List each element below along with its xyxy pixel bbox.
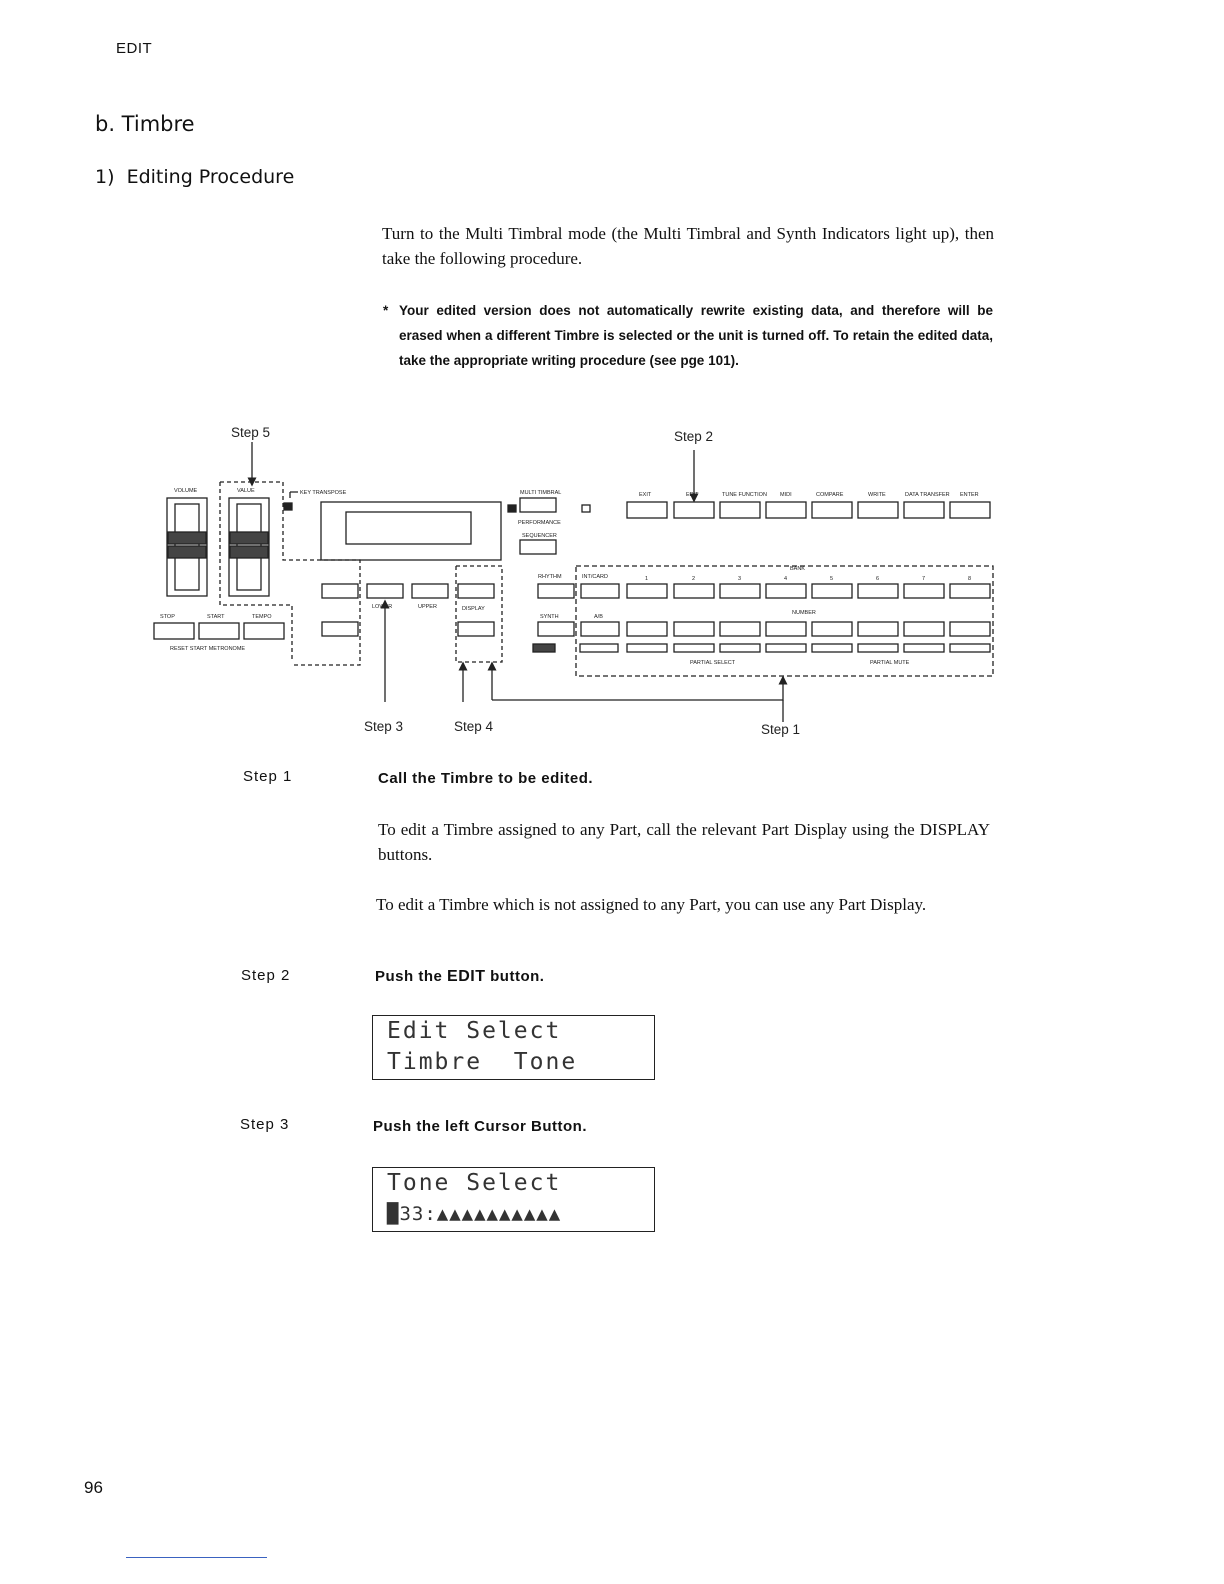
callout-step5: Step 5	[231, 425, 271, 440]
callout-step2: Step 2	[674, 429, 714, 444]
step-2-heading: Push the EDIT button.	[375, 968, 545, 985]
section-title: b. Timbre	[95, 112, 195, 136]
tempo-button	[244, 623, 284, 639]
label-reset-start-metronome: RESET START METRONOME	[170, 646, 246, 652]
label-data-transfer: DATA TRANSFER	[905, 492, 950, 498]
bank-digit: 8	[968, 576, 972, 582]
step-1-heading: Call the Timbre to be edited.	[378, 770, 594, 787]
lcd-tone-select	[372, 1167, 655, 1232]
label-tempo: TEMPO	[252, 614, 272, 620]
display-up-button	[458, 584, 494, 598]
label-key-transpose: KEY TRANSPOSE	[300, 490, 347, 496]
label-a-b: A/B	[594, 614, 603, 620]
footer-rule	[126, 1557, 267, 1558]
step-2-label: Step 2	[241, 967, 291, 984]
bank-buttons	[581, 584, 990, 598]
top-row-buttons	[627, 502, 990, 518]
cursor-left-button	[367, 584, 403, 598]
bank-digit: 7	[922, 576, 926, 582]
label-synth: SYNTH	[540, 614, 559, 620]
callout-step1: Step 1	[761, 722, 801, 737]
label-performance: PERFORMANCE	[518, 520, 561, 526]
step-1-paragraph-1: To edit a Timbre assigned to any Part, call the relevant Part Display using the DISPLAY buttons.	[378, 820, 990, 864]
label-volume: VOLUME	[174, 488, 198, 494]
display-down-button	[458, 622, 494, 636]
label-sequencer: SEQUENCER	[522, 533, 557, 539]
bank-digit: 4	[784, 576, 788, 582]
intro-paragraph: Turn to the Multi Timbral mode (the Multi Timbral and Synth Indicators light up), then take the following procedure.	[382, 224, 994, 268]
label-partial-mute: PARTIAL MUTE	[870, 660, 910, 666]
label-int-card: INT/CARD	[582, 574, 608, 580]
step-1-label: Step 1	[243, 768, 293, 785]
note-block	[383, 298, 993, 373]
synth-button	[538, 622, 574, 636]
lcd-line-2: █33:▲▲▲▲▲▲▲▲▲▲	[387, 1203, 562, 1225]
label-compare: COMPARE	[816, 492, 844, 498]
number-buttons	[581, 622, 990, 636]
step-3-label: Step 3	[240, 1116, 290, 1133]
page-number: 96	[84, 1478, 103, 1497]
running-header: EDIT	[116, 40, 153, 57]
sequencer-button	[520, 540, 556, 554]
label-partial-select: PARTIAL SELECT	[690, 660, 736, 666]
key-transpose-button	[284, 503, 292, 510]
lcd-line-2: Timbre Tone	[387, 1049, 578, 1075]
lcd-line-1: Tone Select	[387, 1170, 562, 1196]
subsection-title: 1) Editing Procedure	[95, 166, 295, 188]
value-up-button	[322, 584, 358, 598]
label-start: START	[207, 614, 225, 620]
bank-digit: 5	[830, 576, 834, 582]
front-panel-diagram	[140, 420, 1010, 750]
bank-digit: 3	[738, 576, 742, 582]
stop-button	[154, 623, 194, 639]
callout-step4: Step 4	[454, 719, 494, 734]
bank-digit: 2	[692, 576, 696, 582]
label-tune-function: TUNE FUNCTION	[722, 492, 767, 498]
label-display: DISPLAY	[462, 606, 485, 612]
cursor-right-button	[412, 584, 448, 598]
label-rhythm: RHYTHM	[538, 574, 562, 580]
edit-keyword: EDIT	[447, 968, 486, 985]
rhythm-button	[538, 584, 574, 598]
note-text: Your edited version does not automatically rewrite existing data, and therefore will be erased when a different Timbre is selected or the unit is turned off. To retain the edited data, take the appropriate writing procedure (see pge 101).	[399, 303, 993, 368]
label-stop: STOP	[160, 614, 175, 620]
label-edit: EDIT	[686, 492, 699, 498]
panel-lcd	[321, 502, 501, 560]
step-3-heading: Push the left Cursor Button.	[373, 1118, 587, 1135]
start-button	[199, 623, 239, 639]
lcd-edit-select	[372, 1015, 655, 1080]
multi-timbral-button	[520, 498, 556, 512]
label-value: VALUE	[237, 488, 255, 494]
label-bank: BANK	[790, 566, 805, 572]
callout-step3: Step 3	[364, 719, 404, 734]
label-lower: LOWER	[372, 604, 393, 610]
bank-digit: 1	[645, 576, 649, 582]
label-midi: MIDI	[780, 492, 792, 498]
label-enter: ENTER	[960, 492, 979, 498]
note-marker: *	[383, 303, 389, 318]
label-number: NUMBER	[792, 610, 816, 616]
partial-buttons	[627, 644, 990, 652]
label-upper: UPPER	[418, 604, 437, 610]
label-exit: EXIT	[639, 492, 652, 498]
bank-digit: 6	[876, 576, 880, 582]
lcd-line-1: Edit Select	[387, 1018, 562, 1044]
label-multi-timbral: MULTI TIMBRAL	[520, 490, 562, 496]
value-down-button	[322, 622, 358, 636]
label-write: WRITE	[868, 492, 886, 498]
step-1-paragraph-2: To edit a Timbre which is not assigned to any Part, you can use any Part Display.	[376, 895, 927, 914]
